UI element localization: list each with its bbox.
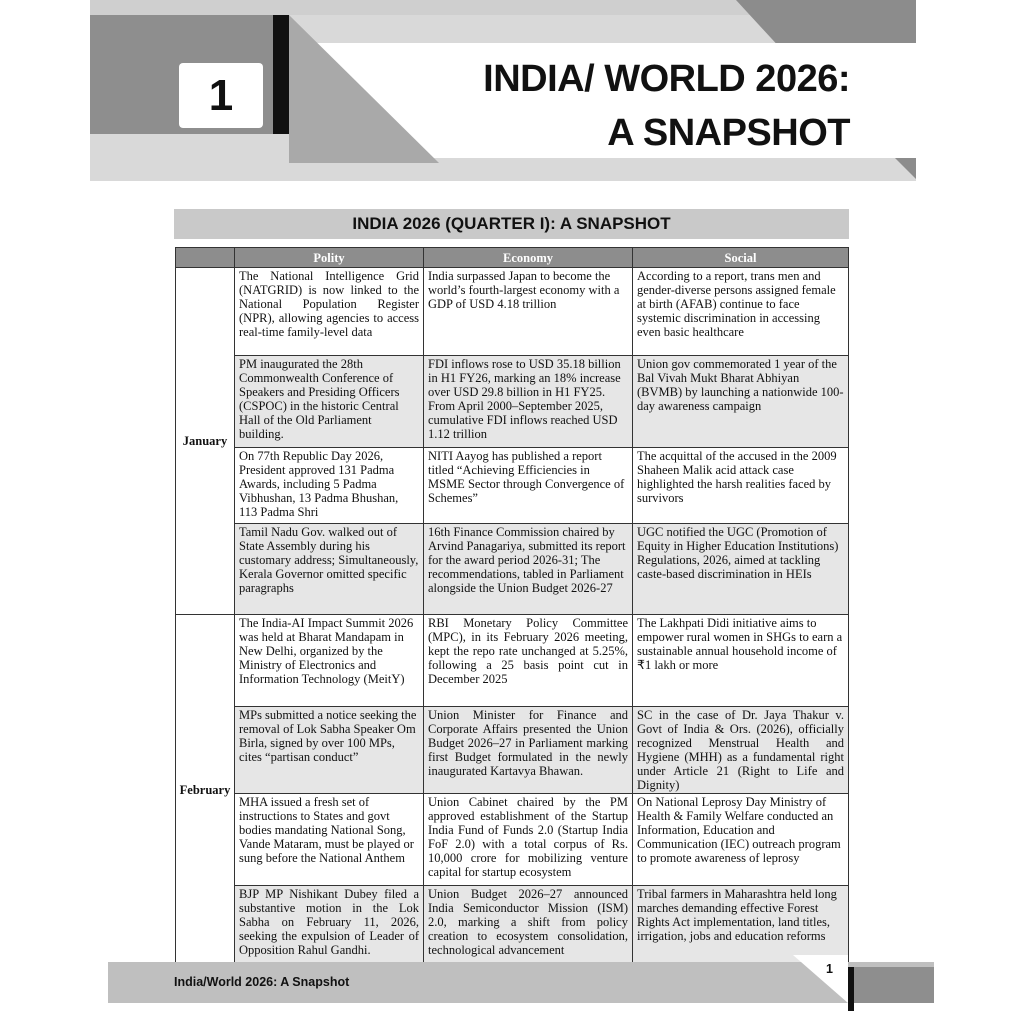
- economy-cell: FDI inflows rose to USD 35.18 billion in H1 FY26, marking an 18% increase over USD 29.8 billion in H1 FY25. From April 2000–September 2025, cumulative FDI inflows reached USD 1.12 trillion: [424, 356, 633, 448]
- page-number: 1: [826, 962, 833, 976]
- polity-cell: The India-AI Impact Summit 2026 was held at Bharat Mandapam in New Delhi, organized by the Ministry of Electronics and Information Technology (MeitY): [235, 615, 424, 707]
- table-row: [176, 615, 849, 707]
- month-february: February: [176, 615, 235, 965]
- polity-cell: BJP MP Nishikant Dubey filed a substantive motion in the Lok Sabha on February 11, 2026, seeking the expulsion of Leader of Opposition Rahul Gandhi.: [235, 886, 424, 965]
- polity-cell: On 77th Republic Day 2026, President approved 131 Padma Awards, including 5 Padma Vibhushan, 13 Padma Bhushan, 113 Padma Shri: [235, 448, 424, 524]
- social-cell: According to a report, trans men and gender-diverse persons assigned female at birth (AFAB) continue to face systemic discrimination in accessing even basic healthcare: [633, 268, 849, 356]
- polity-cell: Tamil Nadu Gov. walked out of State Assembly during his customary address; Simultaneously, Kerala Governor omitted specific paragraphs: [235, 524, 424, 615]
- column-header-polity: Polity: [235, 248, 424, 268]
- month-column-header: [176, 248, 235, 268]
- polity-cell: MPs submitted a notice seeking the removal of Lok Sabha Speaker Om Birla, signed by over 100 MPs, cites “partisan conduct”: [235, 707, 424, 794]
- social-cell: Tribal farmers in Maharashtra held long marches demanding effective Forest Rights Act implementation, land titles, irrigation, jobs and education reforms: [633, 886, 849, 965]
- polity-cell: MHA issued a fresh set of instructions to States and govt bodies mandating National Song, Vande Mataram, must be played or sung before the National Anthem: [235, 794, 424, 886]
- footer-dark-block: [853, 967, 934, 1003]
- table-row: [176, 707, 849, 794]
- table-header-row: [176, 248, 849, 268]
- economy-cell: 16th Finance Commission chaired by Arvind Panagariya, submitted its report for the award period 2026-31; The recommendations, tabled in Parliament alongside the Union Budget 2026-27: [424, 524, 633, 615]
- economy-cell: Union Cabinet chaired by the PM approved establishment of the Startup India Fund of Funds 2.0 (Startup India FoF 2.0) with a total corpus of Rs. 10,000 crore for mobilizing venture capital for startup ecosystem: [424, 794, 633, 886]
- social-cell: On National Leprosy Day Ministry of Health & Family Welfare conducted an Information, Education and Communication (IEC) outreach program to promote awareness of leprosy: [633, 794, 849, 886]
- social-cell: The acquittal of the accused in the 2009 Shaheen Malik acid attack case highlighted the harsh realities faced by survivors: [633, 448, 849, 524]
- table-row: [176, 356, 849, 448]
- economy-cell: India surpassed Japan to become the world’s fourth-largest economy with a GDP of USD 4.18 trillion: [424, 268, 633, 356]
- chapter-title: [483, 52, 850, 160]
- social-cell: SC in the case of Dr. Jaya Thakur v. Govt of India & Ors. (2026), officially recognized Menstrual Health and Hygiene (MHH) as a fundamental right under Article 21 (Right to Life and Dignity): [633, 707, 849, 794]
- table-row: [176, 268, 849, 356]
- table-row: [176, 794, 849, 886]
- chapter-number: 1: [179, 63, 263, 128]
- economy-cell: Union Budget 2026–27 announced India Semiconductor Mission (ISM) 2.0, marking a shift from policy creation to ecosystem consolidation, technological advancement: [424, 886, 633, 965]
- polity-cell: The National Intelligence Grid (NATGRID) is now linked to the National Population Register (NPR), allowing agencies to access real-time family-level data: [235, 268, 424, 356]
- chapter-title-line2: A SNAPSHOT: [607, 112, 850, 154]
- table-row: [176, 886, 849, 965]
- header-black-bar: [273, 15, 289, 134]
- polity-cell: PM inaugurated the 28th Commonwealth Conference of Speakers and Presiding Officers (CSPOC) in the historic Central Hall of the Old Parliament building.: [235, 356, 424, 448]
- social-cell: UGC notified the UGC (Promotion of Equity in Higher Education Institutions) Regulations, 2026, aimed at tackling caste-based discrimination in HEIs: [633, 524, 849, 615]
- table-row: [176, 448, 849, 524]
- month-january: January: [176, 268, 235, 615]
- economy-cell: Union Minister for Finance and Corporate Affairs presented the Union Budget 2026–27 in Parliament marking first Budget formulated in the newly inaugurated Kartavya Bhawan.: [424, 707, 633, 794]
- table-row: [176, 524, 849, 615]
- column-header-economy: Economy: [424, 248, 633, 268]
- footer-label: India/World 2026: A Snapshot: [174, 975, 350, 989]
- column-header-social: Social: [633, 248, 849, 268]
- section-title: INDIA 2026 (QUARTER I): A SNAPSHOT: [174, 209, 849, 239]
- economy-cell: RBI Monetary Policy Committee (MPC), in its February 2026 meeting, kept the repo rate unchanged at 5.25%, following a 25 basis point cut in December 2025: [424, 615, 633, 707]
- footer-black-bar: [848, 967, 854, 1011]
- economy-cell: NITI Aayog has published a report titled “Achieving Efficiencies in MSME Sector through Convergence of Schemes”: [424, 448, 633, 524]
- social-cell: Union gov commemorated 1 year of the Bal Vivah Mukt Bharat Abhiyan (BVMB) by launching a nationwide 100-day awareness campaign: [633, 356, 849, 448]
- snapshot-table: [175, 247, 849, 965]
- chapter-title-line1: INDIA/ WORLD 2026:: [483, 58, 850, 100]
- social-cell: The Lakhpati Didi initiative aims to empower rural women in SHGs to earn a sustainable annual household income of ₹1 lakh or more: [633, 615, 849, 707]
